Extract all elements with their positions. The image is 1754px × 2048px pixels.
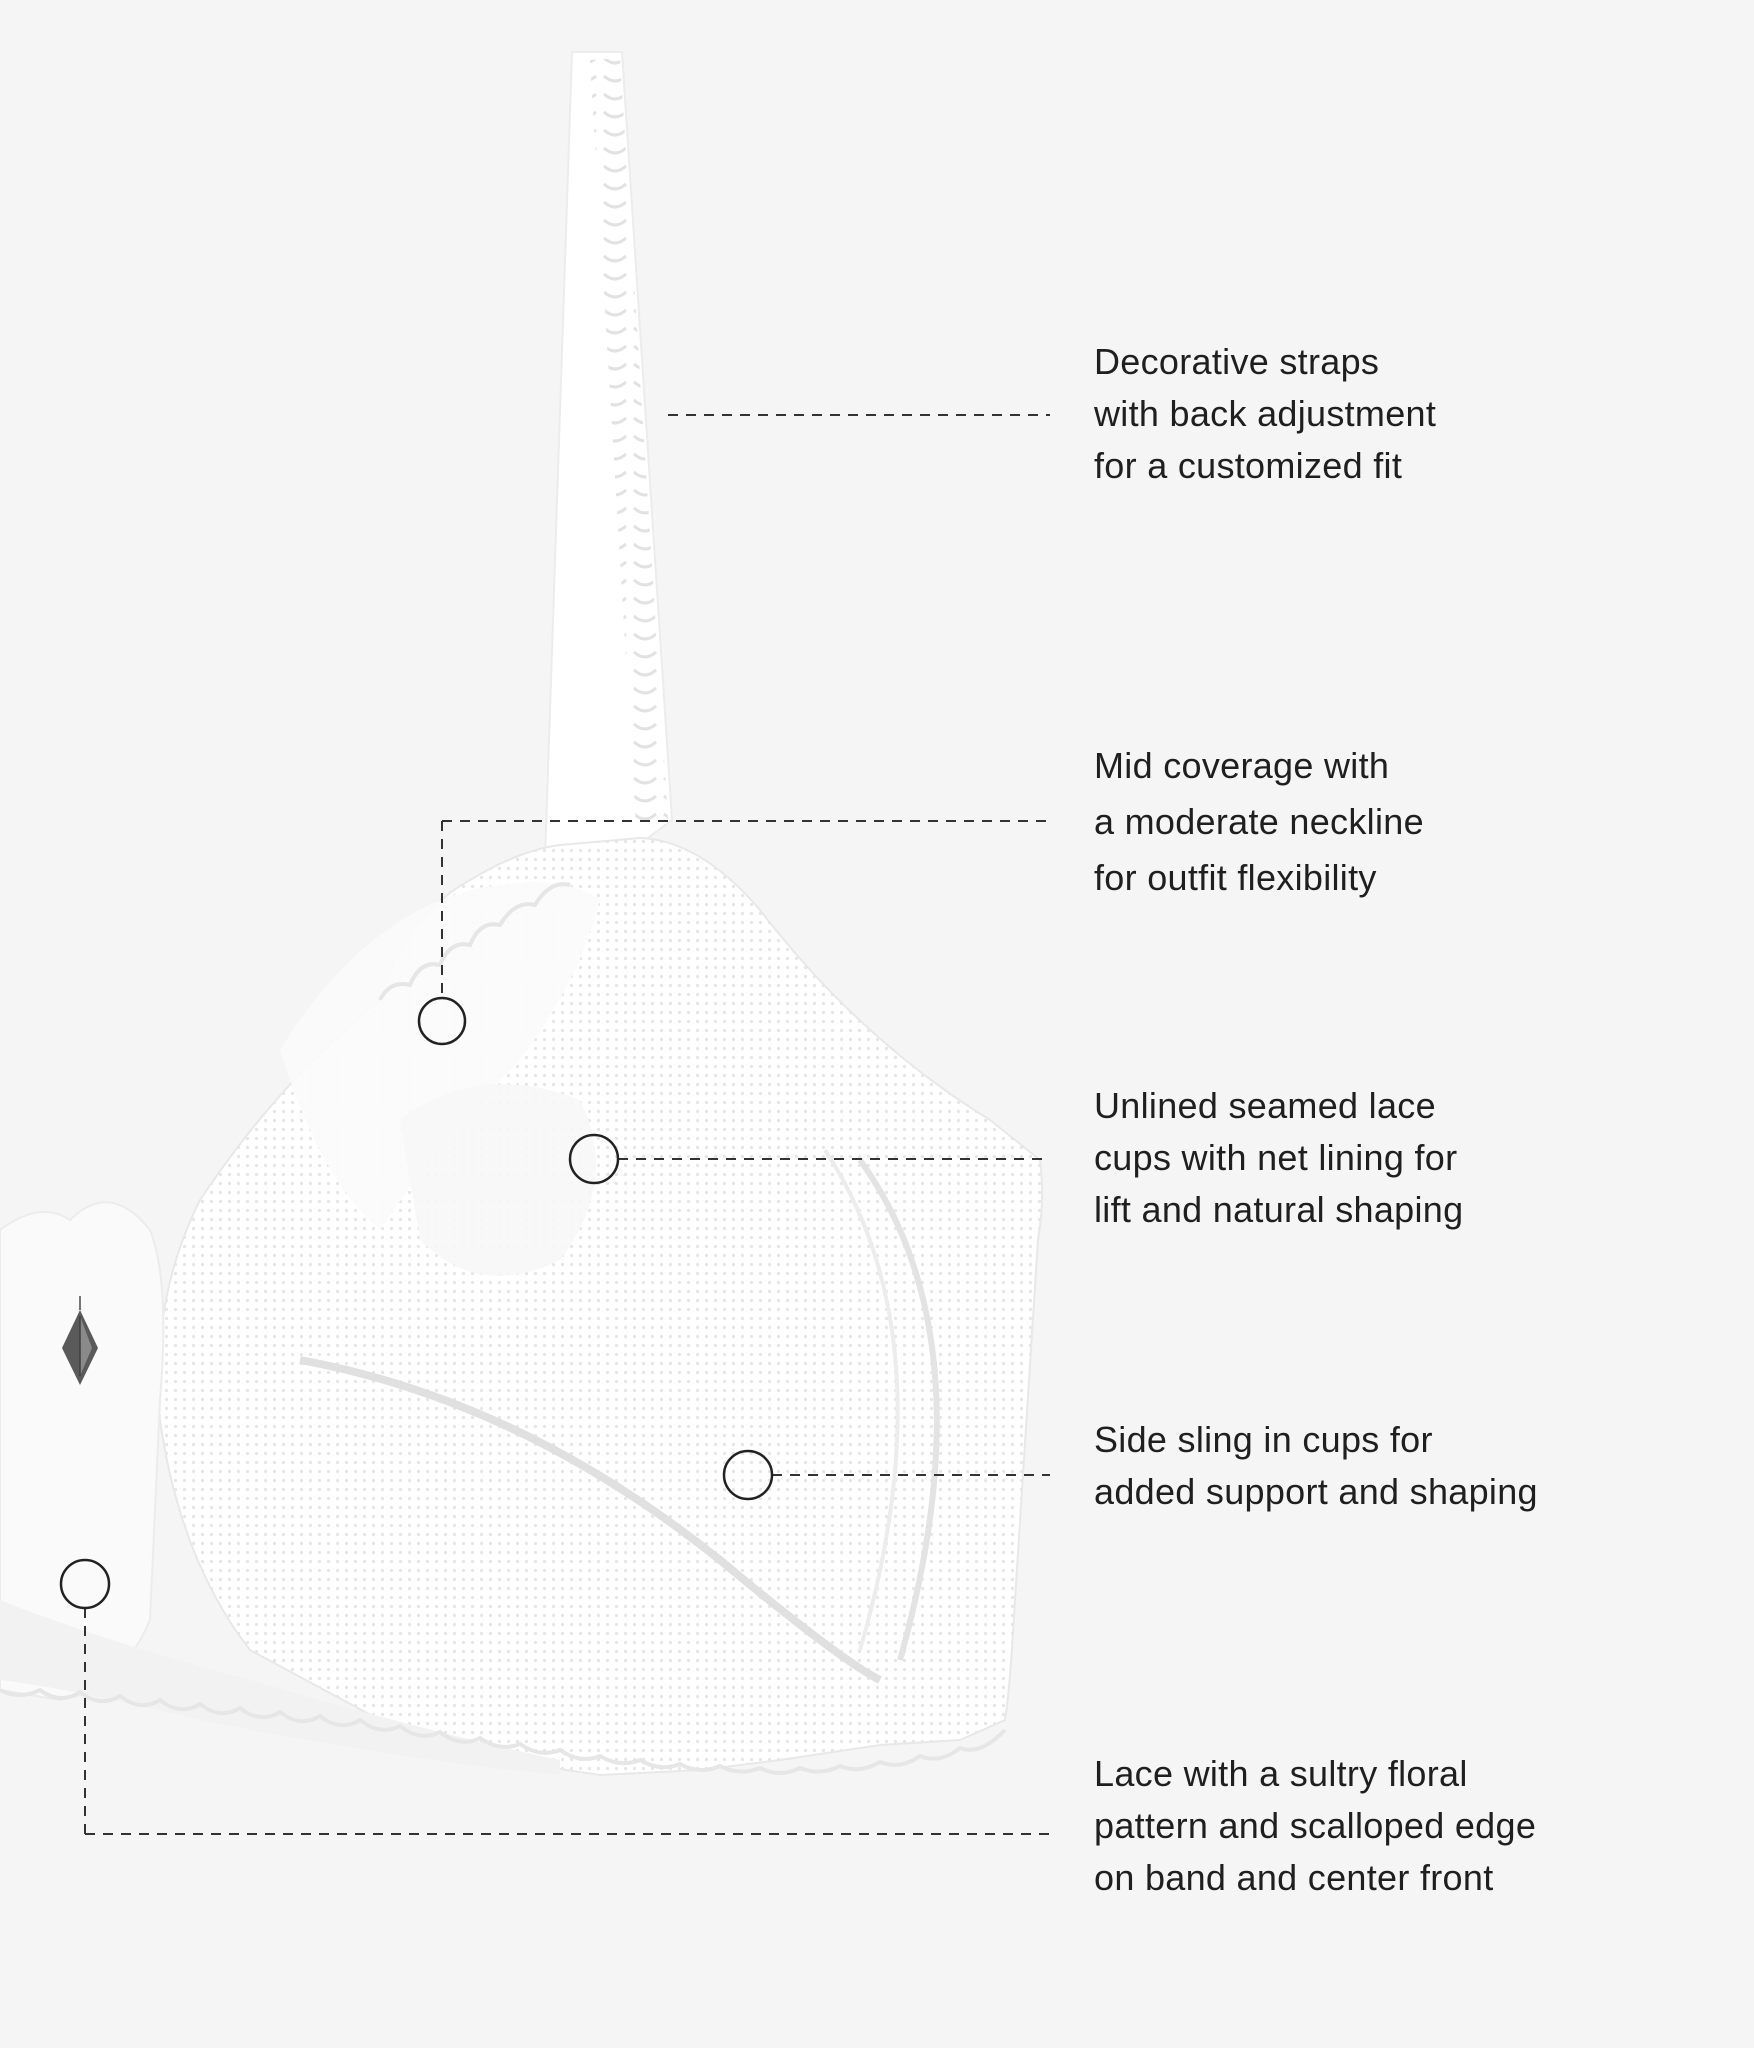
callout-line-text: cups with net lining for: [1094, 1137, 1458, 1178]
callout-line-text: Mid coverage with: [1094, 745, 1390, 786]
callout-text-cups: [1094, 1080, 1463, 1236]
callout-text-coverage: [1094, 738, 1424, 906]
callout-text-side-sling: [1094, 1414, 1538, 1518]
callout-line-text: with back adjustment: [1094, 393, 1437, 434]
callout-line-text: Side sling in cups for: [1094, 1419, 1433, 1460]
callout-line-text: Decorative straps: [1094, 341, 1380, 382]
bra-strap: [545, 52, 672, 860]
callout-line-text: Lace with a sultry floral: [1094, 1753, 1468, 1794]
callout-line-text: added support and shaping: [1094, 1471, 1538, 1512]
callout-line-text: lift and natural shaping: [1094, 1189, 1464, 1230]
callout-line-text: pattern and scalloped edge: [1094, 1805, 1537, 1846]
callout-line-text: a moderate neckline: [1094, 801, 1424, 842]
callout-line-text: for a customized fit: [1094, 445, 1403, 486]
callout-line-text: Unlined seamed lace: [1094, 1085, 1436, 1126]
bra-cup: [158, 838, 1042, 1775]
callout-line-text: for outfit flexibility: [1094, 857, 1377, 898]
callout-text-straps: [1094, 336, 1436, 492]
callout-text-lace: [1094, 1748, 1536, 1904]
callout-line-text: on band and center front: [1094, 1857, 1494, 1898]
